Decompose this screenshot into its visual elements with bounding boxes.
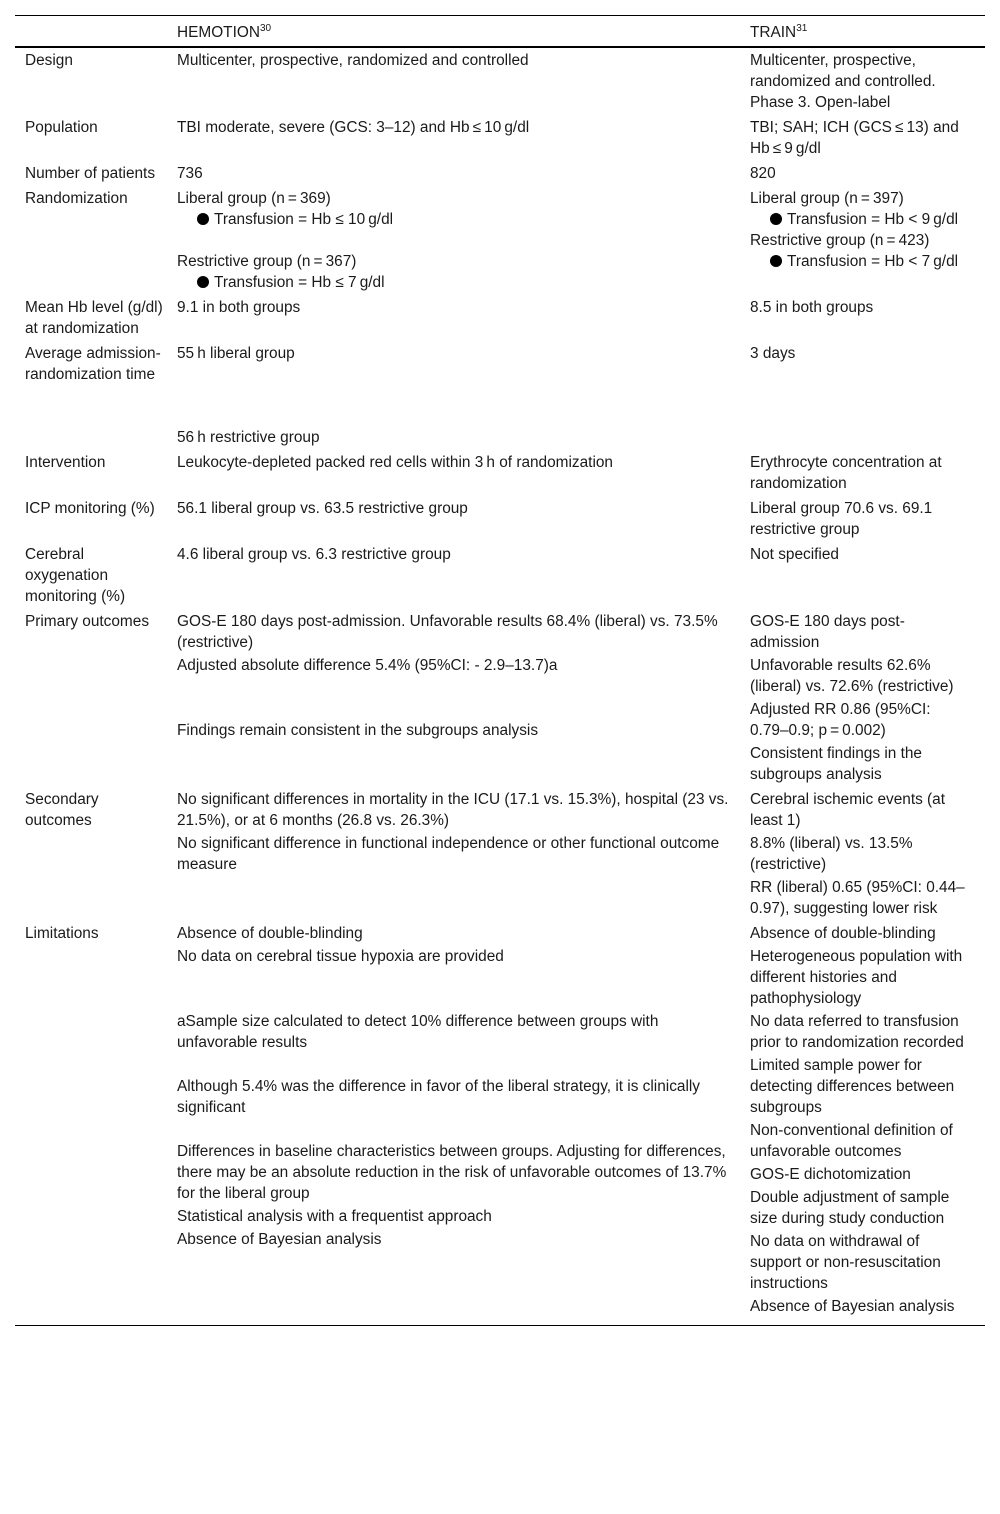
bullet-item (750, 251, 965, 272)
bullet-icon (770, 255, 782, 267)
cell-text: 3 days (750, 345, 796, 362)
bullet-icon (197, 213, 209, 225)
train-cell (740, 611, 985, 785)
table-bottom-rule (15, 1325, 985, 1326)
cell-text: Unfavorable results 62.6% (liberal) vs. 72.6% (restrictive) (750, 657, 954, 695)
table-row-cerebral-oxygenation (15, 542, 985, 609)
cell-text: Not specified (750, 546, 839, 563)
cell-text: Liberal group (n = 369) (177, 190, 331, 207)
train-cell (740, 789, 985, 919)
cell-text: TBI; SAH; ICH (GCS ≤ 13) and Hb ≤ 9 g/dl (750, 119, 959, 157)
table-row-population (15, 115, 985, 161)
train-cell (740, 50, 985, 113)
row-label: Average admission-randomization time (25, 345, 161, 383)
hemotion-cell (167, 50, 740, 113)
hemotion-cell (167, 452, 740, 494)
cell-text: GOS-E dichotomization (750, 1166, 911, 1183)
cell-text: Non-conventional definition of unfavorable outcomes (750, 1122, 953, 1160)
row-label: Randomization (25, 190, 128, 207)
header-hemotion-name: HEMOTION (177, 24, 260, 41)
cell-text: Differences in baseline characteristics between groups. Adjusting for differences, there may be an absolute reduction in the risk of unfavorable outcomes of 13.7% for the liberal group (177, 1143, 727, 1202)
train-cell (740, 297, 985, 339)
cell-text: Absence of double-blinding (750, 925, 936, 942)
cell-text: No significant difference in functional independence or other functional outcome measure (177, 835, 720, 873)
header-train-ref: 31 (796, 23, 808, 34)
row-label: Population (25, 119, 98, 136)
cell-text: Transfusion = Hb < 9 g/dl (787, 211, 959, 228)
cell-text: Restrictive group (n = 367) (177, 253, 357, 270)
table-row-number-of-patients (15, 161, 985, 186)
table-row-design (15, 48, 985, 115)
hemotion-cell (167, 343, 740, 448)
train-cell (740, 163, 985, 184)
cell-text: No significant differences in mortality in the ICU (17.1 vs. 15.3%), hospital (23 vs. 21.5%), or at 6 months (26.8 vs. 26.3%) (177, 791, 729, 829)
cell-text: Adjusted absolute difference 5.4% (95%CI: - 2.9–13.7)a (177, 657, 558, 674)
bullet-icon (197, 276, 209, 288)
cell-text: No data referred to transfusion prior to randomization recorded (750, 1013, 964, 1051)
hemotion-cell (167, 789, 740, 919)
header-hemotion-ref: 30 (259, 23, 272, 34)
row-label: Mean Hb level (g/dl) at randomization (25, 299, 163, 337)
cell-text: Absence of Bayesian analysis (177, 1231, 382, 1248)
bullet-item (750, 209, 965, 230)
train-cell (740, 498, 985, 540)
cell-text: Restrictive group (n = 423) (750, 232, 930, 249)
cell-text: Transfusion = Hb ≤ 10 g/dl (214, 211, 394, 228)
train-cell (740, 117, 985, 159)
hemotion-cell (167, 498, 740, 540)
row-label: Number of patients (25, 165, 156, 182)
cell-text: Erythrocyte concentration at randomization (750, 454, 942, 492)
cell-text: 4.6 liberal group vs. 6.3 restrictive group (177, 546, 451, 563)
cell-text: 9.1 in both groups (177, 299, 301, 316)
cell-text: Limited sample power for detecting differences between subgroups (750, 1057, 955, 1116)
cell-text: Heterogeneous population with different histories and pathophysiology (750, 948, 963, 1007)
cell-text: 736 (177, 165, 203, 182)
cell-text: 820 (750, 165, 776, 182)
train-cell (740, 923, 985, 1317)
cell-text: No data on withdrawal of support or non-resuscitation instructions (750, 1233, 941, 1292)
header-train (740, 16, 985, 46)
table-row-intervention (15, 450, 985, 496)
table-row-limitations (15, 921, 985, 1319)
cell-text: Adjusted RR 0.86 (95%CI: 0.79–0.9; p = 0.002) (750, 701, 931, 739)
hemotion-cell (167, 188, 740, 293)
cell-text: Transfusion = Hb ≤ 7 g/dl (214, 274, 385, 291)
bullet-item (177, 209, 740, 230)
cell-text: RR (liberal) 0.65 (95%CI: 0.44–0.97), suggesting lower risk (750, 879, 965, 917)
bullet-icon (770, 213, 782, 225)
cell-text: 55 h liberal group (177, 345, 295, 362)
hemotion-cell (167, 923, 740, 1317)
table-header (15, 16, 985, 48)
table-row-primary-outcomes (15, 609, 985, 787)
header-train-name: TRAIN (750, 24, 797, 41)
cell-text: 8.8% (liberal) vs. 13.5% (restrictive) (750, 835, 913, 873)
cell-text: Leukocyte-depleted packed red cells within 3 h of randomization (177, 454, 613, 471)
table-row-mean-hb (15, 295, 985, 341)
cell-text: No data on cerebral tissue hypoxia are provided (177, 948, 504, 965)
row-label: Intervention (25, 454, 106, 471)
cell-text: Absence of Bayesian analysis (750, 1298, 955, 1315)
row-label: Primary outcomes (25, 613, 150, 630)
cell-text: Liberal group 70.6 vs. 69.1 restrictive group (750, 500, 933, 538)
cell-text: Consistent findings in the subgroups analysis (750, 745, 922, 783)
cell-text: 56.1 liberal group vs. 63.5 restrictive group (177, 500, 468, 517)
train-cell (740, 544, 985, 607)
cell-text: Statistical analysis with a frequentist approach (177, 1208, 492, 1225)
train-cell (740, 452, 985, 494)
cell-text: aSample size calculated to detect 10% difference between groups with unfavorable results (177, 1013, 659, 1051)
hemotion-cell (167, 297, 740, 339)
cell-text: Absence of double-blinding (177, 925, 363, 942)
cell-text: Multicenter, prospective, randomized and controlled (177, 52, 529, 69)
table-row-randomization (15, 186, 985, 295)
cell-text: GOS-E 180 days post-admission (750, 613, 905, 651)
header-hemotion (167, 16, 740, 46)
cell-text: Multicenter, prospective, randomized and controlled. Phase 3. Open-label (750, 52, 936, 111)
hemotion-cell (167, 163, 740, 184)
hemotion-cell (167, 544, 740, 607)
comparison-table (15, 15, 985, 1326)
cell-text: Cerebral ischemic events (at least 1) (750, 791, 946, 829)
cell-text: 8.5 in both groups (750, 299, 874, 316)
table-row-icp-monitoring (15, 496, 985, 542)
cell-text: Findings remain consistent in the subgroups analysis (177, 722, 539, 739)
header-empty (15, 16, 167, 46)
row-label: Secondary outcomes (25, 791, 99, 829)
row-label: ICP monitoring (%) (25, 500, 155, 517)
cell-text: TBI moderate, severe (GCS: 3–12) and Hb ≤ 10 g/dl (177, 119, 530, 136)
bullet-item (177, 272, 740, 293)
cell-text: Double adjustment of sample size during study conduction (750, 1189, 950, 1227)
hemotion-cell (167, 117, 740, 159)
row-label: Limitations (25, 925, 99, 942)
cell-text: Liberal group (n = 397) (750, 190, 904, 207)
row-label: Cerebral oxygenation monitoring (%) (25, 546, 126, 605)
cell-text: 56 h restrictive group (177, 429, 320, 446)
train-cell (740, 188, 985, 293)
train-cell (740, 343, 985, 448)
row-label: Design (25, 52, 73, 69)
table-row-secondary-outcomes (15, 787, 985, 921)
hemotion-cell (167, 611, 740, 785)
cell-text: Although 5.4% was the difference in favor of the liberal strategy, it is clinically significant (177, 1078, 700, 1116)
cell-text: GOS-E 180 days post-admission. Unfavorable results 68.4% (liberal) vs. 73.5% (restrictive) (177, 613, 718, 651)
cell-text: Transfusion = Hb < 7 g/dl (787, 253, 959, 270)
table-row-admission-time (15, 341, 985, 450)
